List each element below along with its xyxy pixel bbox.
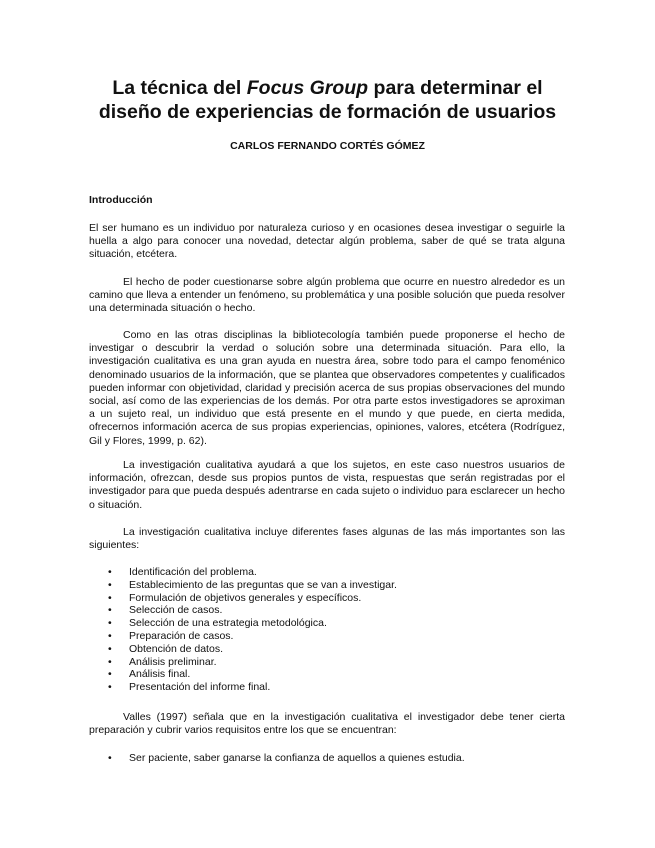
list-item: • Obtención de datos. xyxy=(108,642,223,655)
bullet-icon: • xyxy=(108,668,112,681)
paragraph-2: El hecho de poder cuestionarse sobre algún problema que ocurre en nuestro alrededor es un camino que lleva a entender un fenómeno, su problemática y una posible solución que pueda resolver una determinada situación o hecho. xyxy=(89,276,565,315)
bullet-icon: • xyxy=(108,681,112,694)
bullet-icon: • xyxy=(108,655,112,668)
list-item: • Ser paciente, saber ganarse la confianza de aquellos a quienes estudia. xyxy=(108,752,465,764)
document-title xyxy=(60,76,595,124)
bullet-icon: • xyxy=(108,629,112,642)
list-item: • Presentación del informe final. xyxy=(108,681,271,694)
bullet-icon: • xyxy=(108,591,112,604)
bullet-icon: • xyxy=(108,642,112,655)
title-line-2: diseño de experiencias de formación de usuarios xyxy=(98,101,557,123)
title-part-2: para determinar el xyxy=(368,77,543,99)
paragraph-4: La investigación cualitativa ayudará a que los sujetos, en este caso nuestros usuarios de información, ofrezcan, desde sus propios puntos de vista, respuestas que serán registradas por el investigador para que pueda después adentrarse en cada sujeto o individuo para esclarecer un hecho o situación. xyxy=(89,459,565,511)
list-item: • Preparación de casos. xyxy=(108,629,234,642)
list-item: • Identificación del problema. xyxy=(108,566,257,578)
list-item: • Selección de una estrategia metodológica. xyxy=(108,617,327,630)
bullet-icon: • xyxy=(108,566,112,578)
list-item: • Formulación de objetivos generales y específicos. xyxy=(108,591,362,604)
list-item: • Selección de casos. xyxy=(108,604,223,617)
list-item: • Análisis preliminar. xyxy=(108,655,217,668)
requirements-list xyxy=(89,752,565,765)
title-italic: Focus Group xyxy=(246,77,369,99)
section-heading-introduccion: Introducción xyxy=(89,194,153,206)
list-item: • Establecimiento de las preguntas que se van a investigar. xyxy=(108,578,397,591)
bullet-icon: • xyxy=(108,604,112,617)
paragraph-3: Como en las otras disciplinas la bibliotecología también puede proponerse el hecho de investigar o descubrir la verdad o solución sobre una determinada situación. Para ello, la investigación cualitativa es una gran ayuda en nuestra área, sobre todo para el campo fenoménico denominado usuarios de la información, que se plantea que observadores competentes y cualificados pueden informar con objetividad, claridad y precisión acerca de sus propias observaciones del mundo social, así como de las experiencias de los demás. Por otra parte estos investigadores se aproximan a un sujeto real, un individuo que está presente en el mundo y que puede, en cierta medida, ofrecernos información acerca de sus propias experiencias, opiniones, valores, etcétera (Rodríguez, Gil y Flores, 1999, p. 62). xyxy=(89,329,565,447)
bullet-icon: • xyxy=(108,752,112,764)
bullet-icon: • xyxy=(108,617,112,630)
paragraph-1: El ser humano es un individuo por naturaleza curioso y en ocasiones desea investigar o seguirle la huella a algo para conocer una novedad, detectar algún problema, saber de qué se trata alguna situación, etcétera. xyxy=(89,222,565,261)
bullet-icon: • xyxy=(108,578,112,591)
title-part-1: La técnica del xyxy=(112,77,247,99)
list-item: • Análisis final. xyxy=(108,668,191,681)
paragraph-valles: Valles (1997) señala que en la investigación cualitativa el investigador debe tener cierta preparación y cubrir varios requisitos entre los que se encuentran: xyxy=(89,711,565,737)
author-name: CARLOS FERNANDO CORTÉS GÓMEZ xyxy=(230,140,425,152)
phases-list xyxy=(89,566,565,694)
paragraph-5: La investigación cualitativa incluye diferentes fases algunas de las más importantes son las siguientes: xyxy=(89,526,565,552)
